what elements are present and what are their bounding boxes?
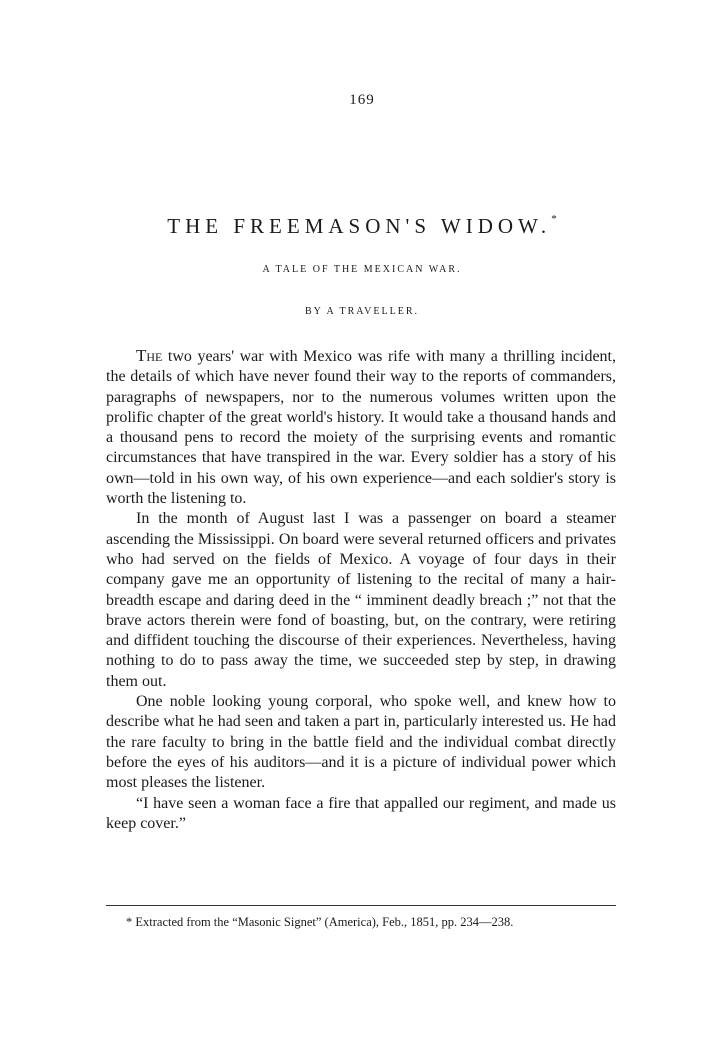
paragraph: One noble looking young corporal, who spoke well, and knew how to describe what he had seen and taken a part in, particularly interested us. He had the rare faculty to bring in the battle field and the individual combat directly before the eyes of his auditors—and it is a picture of individual power which most pleases the listener. bbox=[106, 693, 616, 792]
opening-word: The bbox=[136, 346, 163, 365]
title-footnote-marker: * bbox=[551, 213, 557, 225]
footnote-text: * Extracted from the “Masonic Signet” (America), Feb., 1851, pp. 234—238. bbox=[126, 915, 514, 929]
paragraph: In the month of August last I was a passenger on board a steamer ascending the Mississippi. On board were several returned officers and privates who had served on the fields of Mexico. A voyage of four days in their company gave me an opportunity of listening to the recital of many a hair-breadth escape and daring deed in the “ imminent deadly breach ;” not that the brave actors therein were fond of boasting, but, on the contrary, were retiring and diffident touching the discourse of their experiences. Nevertheless, having nothing to do to pass away the time, we succeeded step by step, in drawing them out. bbox=[106, 510, 616, 690]
paragraph bbox=[106, 346, 616, 509]
paragraph-text: two years' war with Mexico was rife with many a thrilling incident, the details of which have never found their way to the reports of commanders, paragraphs of newspapers, nor to the numerous volumes written upon the prolific chapter of the great world's history. It would take a thousand hands and a thousand pens to record the moiety of the surprising events and romantic circumstances that have transpired in the war. Every soldier has a story of his own—told in his own way, of his own experience—and each soldier's story is worth the listening to. bbox=[106, 348, 616, 508]
story-body bbox=[106, 346, 616, 834]
footnote bbox=[106, 914, 616, 930]
footnote-divider bbox=[106, 905, 616, 906]
paragraph: “I have seen a woman face a fire that appalled our regiment, and made us keep cover.” bbox=[106, 794, 616, 832]
byline: BY A TRAVELLER. bbox=[305, 306, 419, 317]
page-number: 169 bbox=[349, 92, 375, 108]
page-title bbox=[0, 214, 724, 239]
subtitle: A TALE OF THE MEXICAN WAR. bbox=[262, 264, 462, 275]
title-text: THE FREEMASON'S WIDOW. bbox=[167, 214, 552, 238]
